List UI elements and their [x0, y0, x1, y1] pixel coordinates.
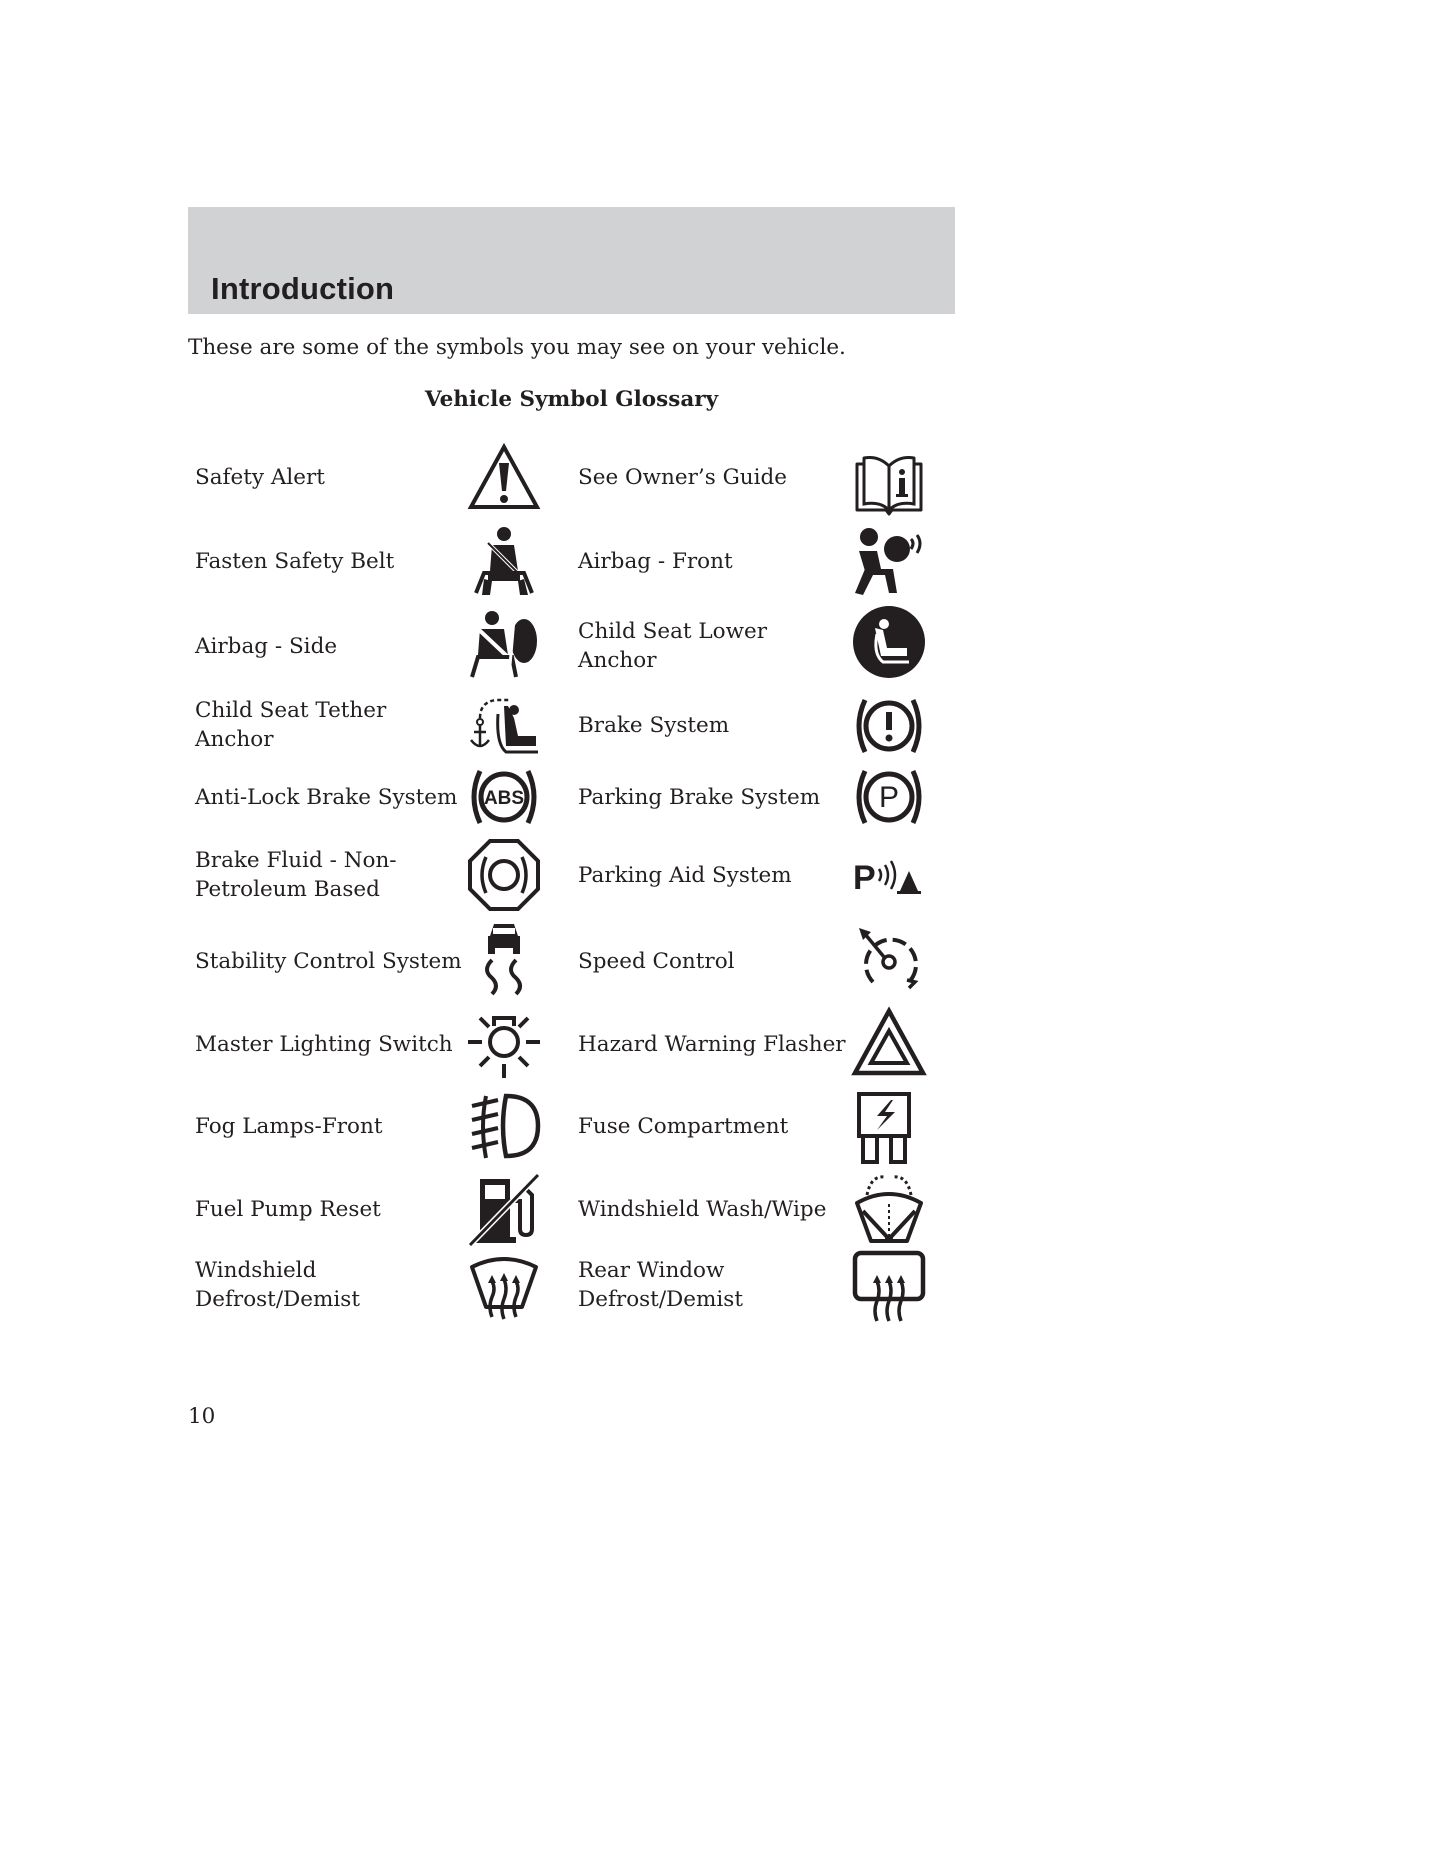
rear-window-defrost-icon	[851, 1247, 927, 1323]
abs-icon	[466, 759, 542, 835]
label-parking-aid-system: Parking Aid System	[578, 862, 792, 888]
fuel-pump-reset-icon	[466, 1171, 542, 1247]
page-number: 10	[188, 1404, 216, 1429]
label-windshield-defrost-demist: Windshield Defrost/Demist	[195, 1258, 360, 1312]
airbag-side-icon	[466, 607, 542, 683]
parking-brake-icon-text: P	[878, 781, 900, 814]
windshield-wash-wipe-icon	[851, 1171, 927, 1247]
stability-control-icon	[466, 920, 542, 996]
intro-text: These are some of the symbols you may see on your vehicle.	[188, 335, 846, 360]
label-fog-lamps-front: Fog Lamps-Front	[195, 1113, 383, 1139]
brake-fluid-icon	[466, 837, 542, 913]
fog-lamp-icon	[466, 1088, 542, 1164]
label-fasten-safety-belt: Fasten Safety Belt	[195, 548, 395, 574]
label-child-seat-lower-anchor: Child Seat Lower Anchor	[578, 619, 768, 673]
label-safety-alert: Safety Alert	[195, 464, 325, 490]
label-airbag-front: Airbag - Front	[578, 548, 733, 574]
master-lighting-icon	[466, 1004, 542, 1080]
fuse-icon	[847, 1090, 923, 1166]
seat-belt-icon	[466, 523, 542, 599]
label-child-seat-tether-anchor: Child Seat Tether Anchor	[195, 698, 387, 752]
parking-brake-icon	[851, 759, 927, 835]
child-seat-lower-anchor-icon	[851, 604, 927, 680]
windshield-defrost-icon	[466, 1247, 542, 1323]
child-seat-tether-anchor-icon	[466, 688, 542, 764]
warning-triangle-icon	[466, 439, 542, 515]
label-fuel-pump-reset: Fuel Pump Reset	[195, 1196, 381, 1222]
section-header-band	[188, 207, 955, 314]
label-airbag-side: Airbag - Side	[195, 633, 338, 659]
label-master-lighting-switch: Master Lighting Switch	[195, 1031, 453, 1057]
abs-icon-text: ABS	[483, 788, 525, 809]
hazard-triangle-icon	[851, 1005, 927, 1081]
section-title: Introduction	[211, 271, 395, 306]
label-rear-window-defrost-demist: Rear Window Defrost/Demist	[578, 1258, 743, 1312]
label-windshield-wash-wipe: Windshield Wash/Wipe	[578, 1196, 827, 1222]
airbag-front-icon	[851, 523, 927, 599]
glossary-title: Vehicle Symbol Glossary	[424, 387, 719, 412]
label-fuse-compartment: Fuse Compartment	[578, 1113, 789, 1139]
label-stability-control-system: Stability Control System	[195, 948, 462, 974]
brake-system-icon	[851, 688, 927, 764]
label-speed-control: Speed Control	[578, 948, 735, 974]
label-hazard-warning-flasher: Hazard Warning Flasher	[578, 1031, 846, 1057]
label-brake-fluid: Brake Fluid - Non-Petroleum Based	[195, 848, 397, 902]
parking-aid-icon	[851, 837, 927, 913]
label-brake-system: Brake System	[578, 712, 730, 738]
label-see-owners-guide: See Owner’s Guide	[578, 464, 787, 490]
label-anti-lock-brake-system: Anti-Lock Brake System	[195, 784, 458, 810]
parking-aid-icon-text: P	[853, 859, 876, 897]
label-parking-brake-system: Parking Brake System	[578, 784, 821, 810]
speed-control-icon	[851, 920, 927, 996]
owners-guide-book-icon	[851, 446, 927, 522]
